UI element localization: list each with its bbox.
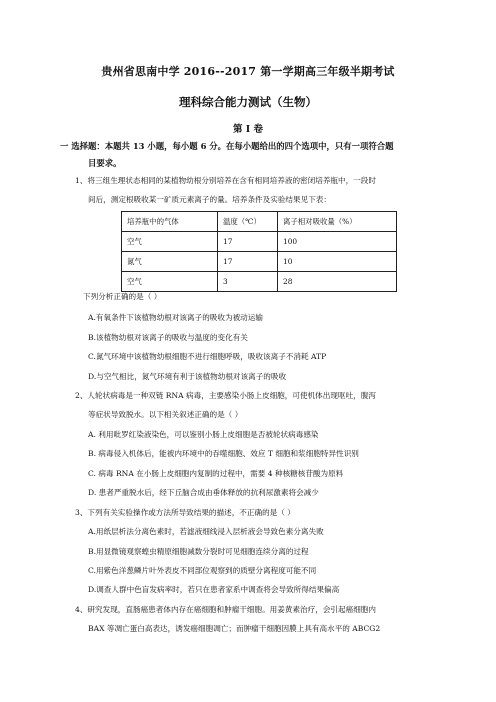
exam-subtitle: 理科综合能力测试（生物）: [179, 95, 317, 109]
table-cell: 3: [218, 272, 278, 292]
q3-option-d: D.调查人群中色盲发病率时，若只在患者家系中调查将会导致所得结果偏高: [88, 585, 340, 594]
culture-results-table: [121, 211, 397, 292]
table-cell: 17: [218, 232, 278, 252]
table-cell: 氮气: [122, 252, 218, 272]
exam-title: 贵州省思南中学 2016--2017 第一学期高三年级半期考试: [101, 65, 395, 78]
table-cell: 28: [278, 272, 397, 292]
q1-option-a: A.有氧条件下该植物幼根对该离子的吸收为被动运输: [88, 313, 263, 322]
q1-option-d: D.与空气相比，氮气环境有利于该植物幼根对该离子的吸收: [88, 372, 287, 381]
volume-label: 第 I 卷: [232, 124, 264, 135]
q2-option-b: B. 病毒侵入机体后，能被内环境中的吞噬细胞、效应 T 细胞和浆细胞特异性识别: [88, 449, 359, 458]
table-row: [122, 272, 397, 292]
q2-option-d: D. 患者严重脱水后，经下丘脑合成由垂体释放的抗利尿激素将会减少: [88, 488, 319, 497]
q3-stem-line-1: 3、下列有关实验操作或方法所导致结果的描述，不正确的是（ ）: [75, 508, 295, 517]
q4-stem-line-2: BAX 等凋亡蛋白高表达，诱发癌细胞凋亡；而肿瘤干细胞因膜上具有高水平的 ABCG2: [88, 624, 381, 633]
table-header-cell: 离子相对吸收量（%）: [278, 212, 397, 232]
q4-stem-line-1: 4、研究发现，直肠癌患者体内存在癌细胞和肿瘤干细胞。用姜黄素治疗，会引起癌细胞内: [75, 605, 376, 614]
table-header-cell: 培养瓶中的气体: [122, 212, 218, 232]
q1-option-c: C.氮气环境中该植物幼根细胞不进行细胞呼吸，吸收该离子不消耗 ATP: [88, 352, 327, 361]
table-header-row: [122, 212, 397, 232]
q1-option-b: B.该植物幼根对该离子的吸收与温度的变化有关: [88, 333, 248, 342]
table-cell: 空气: [122, 272, 218, 292]
section-instructions-line-2: 目要求。: [88, 158, 122, 168]
q1-stem-line-2: 间后，测定根吸收某一矿质元素离子的量。培养条件及实验结果见下表：: [88, 195, 331, 204]
table-header-cell: 温度（℃）: [218, 212, 278, 232]
table-cell: 17: [218, 252, 278, 272]
q1-stem-line-1: 1、将三组生理状态相同的某植物幼根分别培养在含有相同培养液的密闭培养瓶中，一段时: [75, 176, 376, 185]
q1-prompt: 下列分析正确的是（ ）: [83, 292, 162, 301]
q2-stem-line-2: 等症状导致脱水。以下相关叙述正确的是（ ）: [88, 410, 243, 419]
table-row: [122, 252, 397, 272]
q3-option-b: B.用显微镜观察蝗虫精原细胞减数分裂时可见细胞连续分离的过程: [88, 547, 309, 556]
section-instructions-line-1: 一 选择题：本题共 13 小题，每小题 6 分。在每小题给出的四个选项中，只有一项符合题: [60, 141, 394, 151]
table-cell: 100: [278, 232, 397, 252]
table-cell: 空气: [122, 232, 218, 252]
q3-option-c: C.用紫色洋葱鳞片叶外表皮不同部位观察到的质壁分离程度可能不同: [88, 566, 317, 575]
q3-option-a: A.用纸层析法分离色素时，若滤液细线浸入层析液会导致色素分离失败: [88, 527, 324, 536]
table-cell: 10: [278, 252, 397, 272]
q2-option-c: C. 病毒 RNA 在小肠上皮细胞内复制的过程中，需要 4 种核糖核苷酸为原料: [88, 469, 344, 478]
q2-stem-line-1: 2、人轮状病毒是一种双链 RNA 病毒，主要感染小肠上皮细胞，可使机体出现呕吐，腹泻: [75, 391, 376, 400]
q2-option-a: A. 利用吡罗红染液染色，可以鉴别小肠上皮细胞是否被轮状病毒感染: [88, 430, 319, 439]
table-row: [122, 232, 397, 252]
